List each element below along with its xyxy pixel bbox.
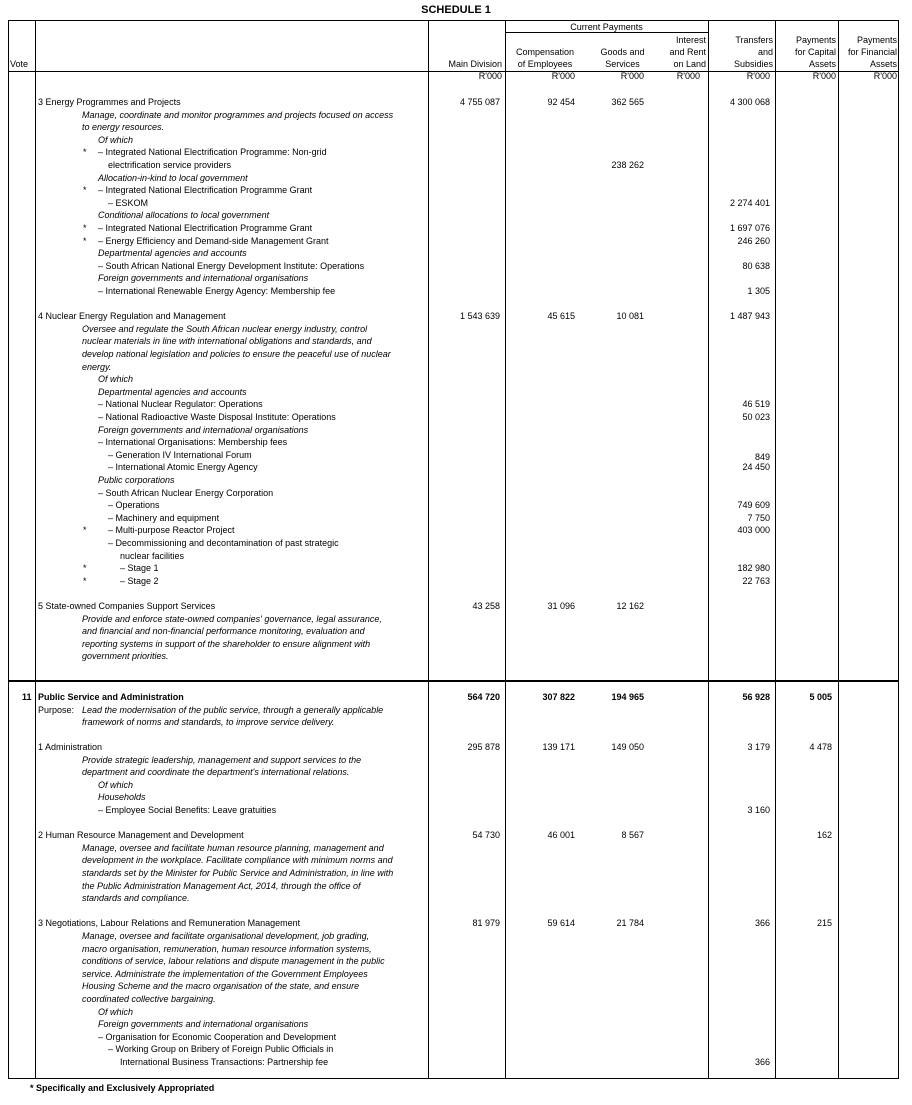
- row-label: government priorities.: [82, 651, 169, 662]
- row-label: standards and compliance.: [82, 893, 190, 904]
- value-comp: 45 615: [547, 311, 575, 322]
- value-capital: 215: [816, 918, 832, 929]
- row-label: coordinated collective bargaining.: [82, 994, 216, 1004]
- header-capital-1: Payments: [795, 35, 836, 45]
- row-label: Foreign governments and international organisations: [98, 1019, 309, 1030]
- value-transfers: 1 697 076: [729, 223, 770, 233]
- header-capital-3: Assets: [808, 59, 836, 69]
- row-label: Households: [98, 792, 146, 803]
- header-main-division: Main Division: [448, 59, 502, 69]
- appropriated-marker: *: [83, 575, 87, 586]
- row-label: Foreign governments and international organisations: [98, 273, 309, 284]
- value-comp: 139 171: [542, 742, 575, 752]
- row-label: nuclear materials in line with international obligations and standards, and: [82, 336, 372, 347]
- row-label: – ESKOM: [108, 197, 149, 208]
- value-main: 1 543 639: [459, 311, 500, 322]
- row-label: – Organisation for Economic Cooperation and Development: [98, 1031, 337, 1042]
- row-label: reporting systems in support of the shareholder to ensure alignment with: [82, 638, 371, 649]
- header-financial-2: for Financial: [847, 47, 897, 57]
- row-label: Oversee and regulate the South African nuclear energy industry, control: [82, 323, 368, 334]
- row-label: – Decommissioning and decontamination of past strategic: [108, 538, 339, 548]
- value-transfers: 2 274 401: [729, 197, 770, 208]
- col-divider: [428, 20, 429, 1079]
- value-transfers: 46 519: [742, 399, 770, 410]
- row-label: Housing Scheme and the macro organisation of the state, and ensure: [82, 981, 360, 992]
- row-label: 4 Nuclear Energy Regulation and Management: [38, 311, 226, 322]
- value-transfers: 1 305: [747, 286, 770, 296]
- row-label: standards set by the Minister for Public Service and Administration, in line with: [82, 868, 394, 878]
- row-label: and financial and non-financial performance monitoring, evaluation and: [82, 626, 365, 637]
- row-label: – International Atomic Energy Agency: [108, 462, 258, 473]
- vote-divider: [8, 680, 899, 682]
- value-main: 295 878: [467, 742, 500, 752]
- value-transfers: 7 750: [747, 512, 770, 523]
- row-label: – Operations: [108, 500, 160, 511]
- value-transfers: 3 179: [747, 742, 770, 752]
- appropriated-marker: *: [83, 235, 87, 246]
- vote-11-transfers: 56 928: [742, 692, 770, 702]
- row-label: Of which: [98, 779, 134, 790]
- col-divider: [775, 20, 776, 1079]
- page-title: SCHEDULE 1: [421, 4, 491, 16]
- row-label: electrification service providers: [108, 160, 232, 170]
- vote-11-capital: 5 005: [809, 692, 832, 702]
- header-transfers-3: Subsidies: [733, 59, 773, 69]
- row-label: – Integrated National Electrification Programme Grant: [98, 185, 313, 196]
- value-main: 54 730: [472, 830, 500, 841]
- header-financial-1: Payments: [856, 35, 897, 45]
- row-label: – Working Group on Bribery of Foreign Public Officials in: [108, 1044, 334, 1055]
- header-transfers-1: Transfers: [735, 35, 773, 45]
- header-unit: R'000: [551, 71, 575, 81]
- row-label: – Stage 1: [120, 563, 159, 574]
- row-label: – South African Nuclear Energy Corporation: [98, 487, 274, 498]
- header-unit: R'000: [478, 71, 502, 81]
- vote-11-main: 564 720: [467, 692, 500, 702]
- row-label: development in the workplace. Facilitate compliance with minimum norms and: [82, 855, 393, 866]
- row-label: Conditional allocations to local government: [98, 210, 270, 221]
- header-interest-3: on Land: [673, 59, 706, 69]
- value-generation-iv: 849: [754, 452, 770, 462]
- value-goods: 10 081: [616, 311, 644, 322]
- vote-11-goods: 194 965: [611, 692, 644, 702]
- row-label: Manage, oversee and facilitate human resource planning, management and: [82, 842, 384, 853]
- value-main: 81 979: [472, 918, 500, 929]
- appropriated-marker: *: [83, 185, 87, 196]
- row-label: – Energy Efficiency and Demand-side Management Grant: [98, 235, 329, 246]
- vote-11-purpose-label: Purpose:: [38, 705, 75, 715]
- vote-11-name: Public Service and Administration: [38, 692, 184, 702]
- vote-11-number: 11: [22, 692, 32, 702]
- row-label: Departmental agencies and accounts: [98, 386, 247, 397]
- col-divider: [838, 20, 839, 1079]
- row-label: energy.: [82, 361, 112, 372]
- appropriated-marker: *: [83, 223, 87, 233]
- row-label: Of which: [98, 374, 134, 385]
- row-label: conditions of service, labour relations and dispute management in the public: [82, 956, 385, 967]
- value-transfers: 749 609: [737, 500, 770, 511]
- row-label: the Public Administration Management Act, 2014, through the office of: [82, 880, 361, 891]
- value-transfers: 50 023: [742, 412, 770, 422]
- row-label: Allocation-in-kind to local government: [98, 172, 248, 183]
- row-label: service. Administrate the implementation of the Government Employees: [82, 968, 368, 979]
- appropriated-marker: *: [83, 563, 87, 574]
- row-label: department and coordinate the department's international relations.: [82, 767, 350, 778]
- row-label: to energy resources.: [82, 122, 165, 133]
- value-transfers: 3 160: [747, 805, 770, 815]
- header-comp-1: Compensation: [515, 47, 575, 57]
- header-current-payments: Current Payments: [570, 22, 643, 32]
- value-comp: 46 001: [547, 830, 575, 841]
- header-goods-2: Services: [605, 59, 640, 69]
- row-label: – Integrated National Electrification Programme Grant: [98, 223, 313, 233]
- row-label: – National Nuclear Regulator: Operations: [98, 399, 263, 410]
- vote-11-comp: 307 822: [542, 692, 575, 702]
- vote-11-purpose-2: framework of norms and standards, to improve service delivery.: [82, 717, 335, 727]
- row-label: macro organisation, remuneration, human resource information systems,: [82, 943, 372, 954]
- row-label: – International Organisations: Membership fees: [98, 437, 288, 448]
- row-label: – South African National Energy Development Institute: Operations: [98, 260, 365, 271]
- row-label: 3 Negotiations, Labour Relations and Remuneration Management: [38, 918, 301, 929]
- value-comp: 92 454: [547, 97, 575, 107]
- row-label: 5 State-owned Companies Support Services: [38, 601, 216, 611]
- row-label: develop national legislation and policies to ensure the peaceful use of nuclear: [82, 349, 391, 359]
- value-goods: 8 567: [621, 830, 644, 841]
- value-transfers: 182 980: [737, 563, 770, 574]
- value-main: 43 258: [472, 601, 500, 611]
- row-label: – National Radioactive Waste Disposal Institute: Operations: [98, 412, 336, 422]
- header-unit: R'000: [746, 71, 770, 81]
- value-transfers: 246 260: [737, 235, 770, 246]
- header-interest-1: Interest: [675, 35, 706, 45]
- row-label: 2 Human Resource Management and Development: [38, 830, 244, 841]
- value-capital: 4 478: [809, 742, 832, 752]
- header-unit: R'000: [873, 71, 897, 81]
- row-label: Of which: [98, 1006, 134, 1017]
- header-interest-2: and Rent: [669, 47, 706, 57]
- value-comp: 59 614: [547, 918, 575, 929]
- row-label: – Stage 2: [120, 575, 159, 586]
- row-label: International Business Transactions: Partnership fee: [120, 1057, 329, 1067]
- row-label: – Employee Social Benefits: Leave gratuities: [98, 805, 277, 815]
- vote-11-purpose-1: Lead the modernisation of the public service, through a generally applicable: [82, 705, 384, 715]
- value-main: 4 755 087: [459, 97, 500, 107]
- value-transfers: 1 487 943: [729, 311, 770, 322]
- value-goods: 149 050: [611, 742, 644, 752]
- row-label: 1 Administration: [38, 742, 103, 752]
- row-label: Manage, oversee and facilitate organisational development, job grading,: [82, 931, 370, 941]
- value-transfers: 80 638: [742, 260, 770, 271]
- value-transfers: 22 763: [742, 575, 770, 586]
- header-unit: R'000: [676, 71, 700, 81]
- value-transfers: 366: [754, 1057, 770, 1067]
- row-label: – International Renewable Energy Agency: Membership fee: [98, 286, 336, 296]
- header-unit: R'000: [812, 71, 836, 81]
- row-label: 3 Energy Programmes and Projects: [38, 97, 181, 107]
- value-transfers: 403 000: [737, 525, 770, 536]
- header-vote: Vote: [10, 59, 29, 69]
- row-label: – Generation IV International Forum: [108, 449, 252, 460]
- value-goods: 21 784: [616, 918, 644, 929]
- col-divider: [35, 20, 36, 1079]
- row-label: nuclear facilities: [120, 550, 185, 561]
- value-goods: 12 162: [616, 601, 644, 611]
- appropriated-marker: *: [83, 525, 87, 536]
- header-unit: R'000: [620, 71, 644, 81]
- value-capital: 162: [816, 830, 832, 841]
- value-goods: 238 262: [611, 160, 644, 170]
- row-label: Provide strategic leadership, management and support services to the: [82, 754, 362, 765]
- header-comp-2: of Employees: [517, 59, 573, 69]
- row-label: Foreign governments and international organisations: [98, 424, 309, 435]
- value-transfers: 24 450: [742, 462, 770, 473]
- value-transfers: 366: [754, 918, 770, 929]
- row-label: Of which: [98, 134, 134, 145]
- row-label: – Machinery and equipment: [108, 512, 220, 523]
- footnote: * Specifically and Exclusively Appropriated: [30, 1083, 215, 1093]
- value-transfers: 4 300 068: [729, 97, 770, 107]
- value-goods: 362 565: [611, 97, 644, 107]
- header-financial-3: Assets: [869, 59, 897, 69]
- row-label: Departmental agencies and accounts: [98, 248, 247, 259]
- row-label: Public corporations: [98, 475, 175, 485]
- header-goods-1: Goods and: [600, 47, 645, 57]
- row-label: – Integrated National Electrification Programme: Non-grid: [98, 147, 327, 158]
- row-label: Manage, coordinate and monitor programmes and projects focused on access: [82, 109, 394, 120]
- header-transfers-2: and: [757, 47, 773, 57]
- appropriated-marker: *: [83, 147, 87, 158]
- row-label: – Multi-purpose Reactor Project: [108, 525, 235, 536]
- header-capital-2: for Capital: [794, 47, 836, 57]
- value-comp: 31 096: [547, 601, 575, 611]
- row-label: Provide and enforce state-owned companies' governance, legal assurance,: [82, 613, 382, 624]
- col-divider: [708, 20, 709, 1079]
